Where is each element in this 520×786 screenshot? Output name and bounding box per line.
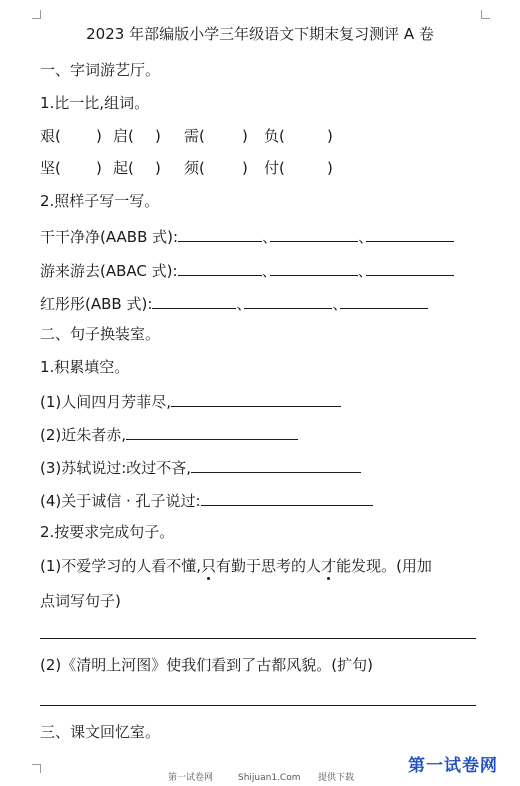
answer-blank[interactable] [366, 226, 454, 242]
compare-close-paren: ) [96, 159, 102, 177]
pattern-item-abac [40, 260, 454, 281]
compare-char: 负( [264, 127, 285, 145]
answer-blank[interactable] [126, 424, 298, 440]
separator: 、 [236, 295, 252, 313]
compare-char: 需( [184, 127, 205, 145]
page-title: 2023 年部编版小学三年级语文下期末复习测评 A 卷 [86, 25, 434, 43]
section-heading-3: 三、课文回忆室。 [40, 723, 161, 741]
footer-download-text: 提供下载 [318, 773, 355, 783]
compare-char: 艰( [40, 127, 61, 145]
compare-char: 付( [264, 159, 285, 177]
separator: 、 [262, 228, 278, 246]
answer-blank[interactable] [270, 260, 358, 276]
compare-close-paren: ) [327, 127, 333, 145]
answer-blank[interactable] [366, 260, 454, 276]
fill-item-1 [40, 391, 341, 412]
compare-close-paren: ) [96, 127, 102, 145]
compare-close-paren: ) [242, 159, 248, 177]
compare-char: 起( [113, 159, 134, 177]
answer-blank[interactable] [244, 293, 332, 309]
pattern-item-aabb [40, 226, 454, 247]
sentence-text: 能发现。(用加 [336, 557, 432, 575]
sentence-item-2: (2)《清明上河图》使我们看到了古都风貌。(扩句) [40, 656, 373, 674]
compare-close-paren: ) [327, 159, 333, 177]
compare-char: 坚( [40, 159, 61, 177]
pattern-label: 干干净净(AABB 式): [40, 228, 179, 246]
sentence-text: 有勤于思考的人 [216, 557, 322, 575]
question-1-label: 1.比一比,组词。 [40, 94, 150, 112]
separator: 、 [261, 262, 277, 280]
brand-watermark: 第一试卷网 [408, 756, 498, 776]
answer-line[interactable] [40, 638, 476, 639]
emphasis-dotted-word: 只 [201, 557, 217, 575]
section-heading-1: 一、字词游艺厅。 [40, 61, 161, 79]
sentence-item-1-cont: 点词写句子) [40, 592, 121, 610]
sentence-item-1 [40, 556, 432, 576]
answer-blank[interactable] [178, 226, 262, 242]
question-2-label: 2.照样子写一写。 [40, 192, 160, 210]
fill-item-3 [40, 457, 361, 478]
footer-site-name: 第一试卷网 [168, 773, 214, 783]
fill-item-4 [40, 490, 373, 511]
pattern-label: 游来游去(ABAC 式): [40, 262, 178, 280]
fill-prompt: (1)人间四月芳菲尽, [40, 393, 172, 411]
section-heading-2: 二、句子换装室。 [40, 325, 161, 343]
answer-blank[interactable] [201, 490, 373, 506]
answer-blank[interactable] [171, 391, 341, 407]
crop-mark-top-right [481, 10, 490, 19]
fill-prompt: (2)近朱者赤, [40, 426, 127, 444]
answer-blank[interactable] [270, 226, 358, 242]
separator: 、 [357, 262, 373, 280]
compare-close-paren: ) [242, 127, 248, 145]
separator: 、 [332, 295, 348, 313]
compare-close-paren: ) [155, 159, 161, 177]
separator: 、 [358, 228, 374, 246]
emphasis-dotted-word: 才 [321, 557, 337, 575]
answer-line[interactable] [40, 705, 476, 706]
sentence-text: (1)不爱学习的人看不懂, [40, 557, 202, 575]
compare-char: 须( [184, 159, 205, 177]
pattern-item-abb [40, 293, 428, 314]
fill-prompt: (4)关于诚信 · 孔子说过: [40, 492, 201, 510]
fill-prompt: (3)苏轼说过:改过不吝, [40, 459, 192, 477]
question-fill-label: 1.积累填空。 [40, 358, 130, 376]
crop-mark-bottom-left [32, 764, 41, 773]
answer-blank[interactable] [340, 293, 428, 309]
compare-close-paren: ) [155, 127, 161, 145]
answer-blank[interactable] [152, 293, 236, 309]
pattern-label: 红彤彤(ABB 式): [40, 295, 153, 313]
crop-mark-top-left [32, 10, 41, 19]
compare-char: 启( [113, 127, 134, 145]
answer-blank[interactable] [191, 457, 361, 473]
fill-item-2 [40, 424, 298, 445]
question-sentence-label: 2.按要求完成句子。 [40, 523, 175, 541]
footer-site-url: Shijuan1.Com [238, 773, 301, 783]
answer-blank[interactable] [178, 260, 262, 276]
